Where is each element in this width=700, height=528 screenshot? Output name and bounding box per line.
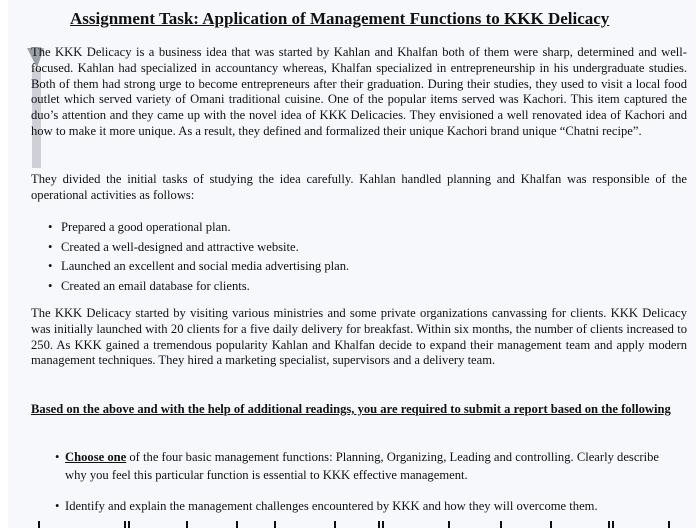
bullet-icon: • bbox=[55, 450, 60, 464]
requirement-emphasis: Choose one bbox=[65, 450, 127, 464]
bullet-icon: • bbox=[55, 499, 60, 513]
requirement-text-1 bbox=[55, 449, 675, 484]
list-item: • Created a well-designed and attractive website. bbox=[48, 238, 668, 258]
requirement-text-2: Identify and explain the management challenges encountered by KKK and how they will overcome them. bbox=[65, 499, 598, 513]
requirement-item-1 bbox=[55, 449, 675, 484]
requirements-heading: Based on the above and with the help of additional readings, you are required to submit a report based on the following bbox=[31, 402, 671, 416]
list-item: • Created an email database for clients. bbox=[48, 277, 668, 297]
intro-paragraph: The KKK Delicacy is a business idea that was started by Kahlan and Khalfan both of them were sharp, determined and well-focused. Kahlan had specialized in accountancy whereas, Khalfan specialized in entrepreneurship in his undergraduate studies. Both of them had strong urge to become entrepreneurs after their graduation. During their studies, they used to visit a local food outlet which served variety of Omani traditional cuisine. One of the popular items served was Kachori. This item captured the duo’s attention and they came up with the novel idea of KKK Delicacies. They envisioned a well renovated idea of Kachori and how to make it more unique. As a result, they defined and formalized their unique Kachori brand unique “Chatni recipe”. bbox=[31, 45, 687, 138]
cut-off-next-line bbox=[38, 521, 678, 528]
document-sheet bbox=[8, 0, 696, 528]
assignment-title: Assignment Task: Application of Management Functions to KKK Delicacy bbox=[70, 9, 610, 28]
operational-activities-list bbox=[48, 218, 668, 296]
list-item: • Launched an excellent and social media advertising plan. bbox=[48, 257, 668, 277]
task-division-paragraph: They divided the initial tasks of studying the idea carefully. Kahlan handled planning and Khalfan was responsible of the operational activities as follows: bbox=[31, 172, 687, 202]
growth-paragraph: The KKK Delicacy started by visiting various ministries and some private organizations canvassing for clients. KKK Delicacy was initially launched with 20 clients for a five daily delivery for breakfast. Within six months, the number of clients increased to 250. As KKK gained a tremendous popularity Kahlan and Khalfan decide to expand their management team and apply modern management techniques. They hired a marketing specialist, supervisors and a delivery team. bbox=[31, 306, 687, 368]
requirement-item-2 bbox=[55, 498, 675, 516]
requirement-description: of the four basic management functions: Planning, Organizing, Leading and controlling. Clearly describe why you feel this particular function is essential to KKK effective management. bbox=[65, 450, 659, 482]
list-item: • Prepared a good operational plan. bbox=[48, 218, 668, 238]
